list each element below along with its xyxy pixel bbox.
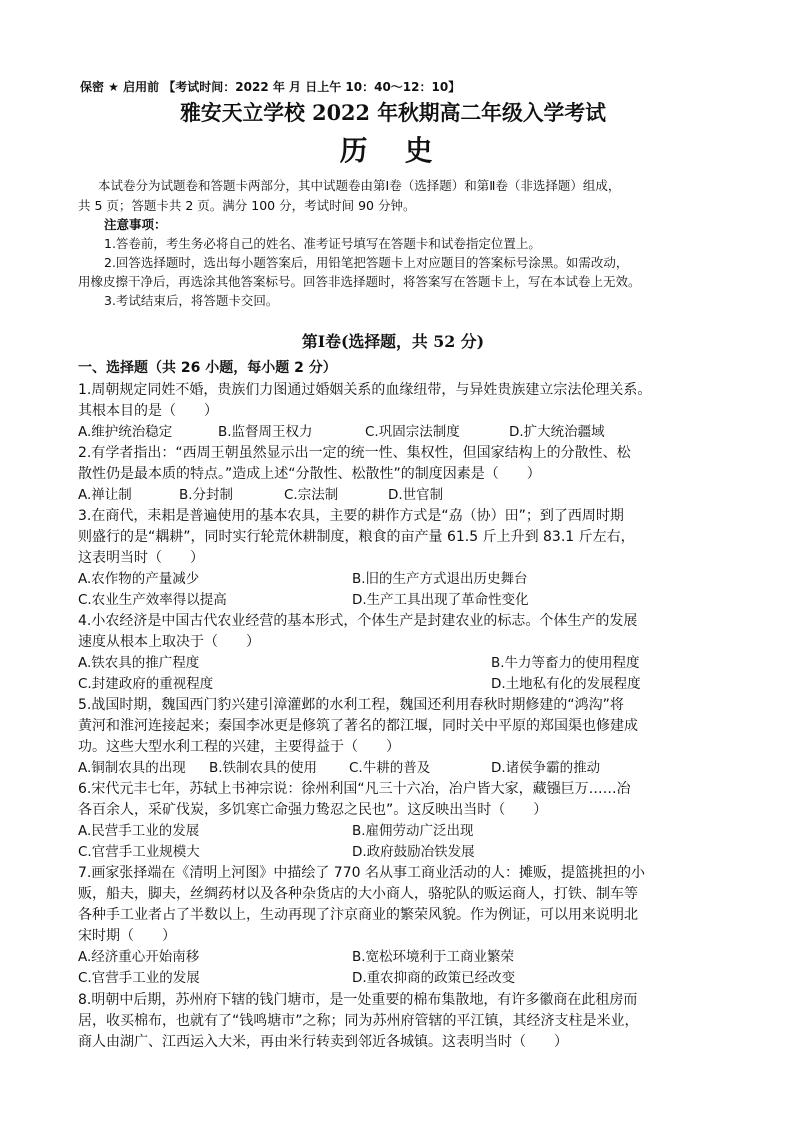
q3-option-c: C.农业生产效率得以提高 xyxy=(78,592,227,608)
question-5-stem-end: 功。这些大型水利工程的兴建，主要得益于（ ） xyxy=(78,739,400,755)
subject-title: 历 史 xyxy=(339,134,447,167)
q3-option-b: B.旧的生产方式退出历史舞台 xyxy=(352,571,528,587)
question-5-text: 5.战国时期，魏国西门豹兴建引漳灌邺的水利工程，魏国还利用春秋时期修建的“鸿沟”将 xyxy=(78,697,624,713)
note-2a: 2.回答选择题时，选出每小题答案后，用铅笔把答题卡上对应题目的答案标号涂黑。如需改动， xyxy=(104,255,629,270)
question-1-text: 1.周朝规定同姓不婚，贵族们力图通过婚姻关系的血缘纽带，与异姓贵族建立宗法伦理关系。 xyxy=(78,382,652,398)
q2-option-c: C.宗法制 xyxy=(284,487,339,503)
q7-option-a: A.经济重心开始南移 xyxy=(78,949,200,965)
q4-option-a: A.铁农具的推广程度 xyxy=(78,655,200,671)
question-3-text-2: 则盛行的是“耦耕”，同时实行轮荒休耕制度，粮食的亩产量 61.5 斤上升到 83.1 斤左右， xyxy=(78,529,635,545)
question-3-text: 3.在商代，耒耜是普遍使用的基本农具，主要的耕作方式是“劦（协）田”；到了西周时期 xyxy=(78,508,624,524)
note-2b: 用橡皮擦干净后，再选涂其他答案标号。回答非选择题时，将答案写在答题卡上，写在本试卷上无效。 xyxy=(78,274,641,289)
q7-option-b: B.宽松环境利于工商业繁荣 xyxy=(352,949,515,965)
question-4-text: 4.小农经济是中国古代农业经营的基本形式，个体生产是封建农业的标志。个体生产的发展 xyxy=(78,613,638,629)
question-6-stem-end: 各百余人，采矿伐炭，多饥寒亡命强力鸷忍之民也”。这反映出当时（ ） xyxy=(78,802,548,818)
question-7-text: 7.画家张择端在《清明上河图》中描绘了 770 名从事工商业活动的人：摊贩，提篮挑担的小 xyxy=(78,865,645,881)
part-heading: 一、选择题（共 26 小题，每小题 2 分） xyxy=(78,360,337,376)
q7-option-c: C.官营手工业的发展 xyxy=(78,970,200,986)
q6-option-b: B.雇佣劳动广泛出现 xyxy=(352,823,474,839)
q3-option-d: D.生产工具出现了革命性变化 xyxy=(352,592,529,608)
q5-option-b: B.铁制农具的使用 xyxy=(209,760,318,776)
question-7-text-3: 各种手工业者占了半数以上，生动再现了汴京商业的繁荣风貌。作为例证，可以用来说明北 xyxy=(78,907,638,923)
q6-option-a: A.民营手工业的发展 xyxy=(78,823,200,839)
question-6-text: 6.宋代元丰七年，苏轼上书神宗说：徐州利国“凡三十六冶，冶户皆大家，藏镪巨万……冶 xyxy=(78,781,631,797)
question-4-stem-end: 速度从根本上取决于（ ） xyxy=(78,634,260,650)
question-1-stem-end: 其根本目的是（ ） xyxy=(78,403,218,419)
note-1: 1.答卷前，考生务必将自己的姓名、准考证号填写在答题卡和试卷指定位置上。 xyxy=(104,236,541,251)
question-7-stem-end: 宋时期（ ） xyxy=(78,928,176,944)
note-3: 3.考试结束后，将答题卡交回。 xyxy=(104,293,279,308)
q5-option-c: C.牛耕的普及 xyxy=(349,760,431,776)
question-2-stem-end: 散性仍是最本质的特点。”造成上述“分散性、松散性”的制度因素是（ ） xyxy=(78,466,541,482)
q7-option-d: D.重农抑商的政策已经改变 xyxy=(352,970,516,986)
q6-option-d: D.政府鼓励冶铁发展 xyxy=(352,844,475,860)
confidential-header: 保密 ★ 启用前 【考试时间：2022 年 月 日上午 10：40～12：10】 xyxy=(80,80,461,94)
notes-heading: 注意事项： xyxy=(104,217,167,232)
q1-option-c: C.巩固宗法制度 xyxy=(365,424,460,440)
intro-line-1: 本试卷分为试题卷和答题卡两部分，其中试题卷由第Ⅰ卷（选择题）和第Ⅱ卷（非选择题）组成， xyxy=(98,178,621,193)
q2-option-b: B.分封制 xyxy=(179,487,234,503)
section-title: 第Ⅰ卷(选择题，共 52 分) xyxy=(301,332,485,351)
q1-option-b: B.监督周王权力 xyxy=(218,424,313,440)
q3-option-a: A.农作物的产量减少 xyxy=(78,571,200,587)
q2-option-a: A.禅让制 xyxy=(78,487,132,503)
q1-option-d: D.扩大统治疆域 xyxy=(509,424,605,440)
q5-option-a: A.铜制农具的出现 xyxy=(78,760,186,776)
question-8-stem-end: 商人由湖广、江西运入大米，再由米行转卖到邻近各城镇。这表明当时（ ） xyxy=(78,1034,568,1050)
q4-option-b: B.牛力等畜力的使用程度 xyxy=(491,655,640,671)
question-8-text: 8.明朝中后期，苏州府下辖的钱门塘市，是一处重要的棉布集散地，有许多徽商在此租房而 xyxy=(78,992,638,1008)
question-7-text-2: 贩，船夫，脚夫，丝绸药材以及各种杂货店的大小商人，骆驼队的贩运商人，打铁、制车等 xyxy=(78,886,638,902)
q5-option-d: D.诸侯争霸的推动 xyxy=(491,760,601,776)
exam-title: 雅安天立学校 2022 年秋期高二年级入学考试 xyxy=(180,100,606,125)
q4-option-c: C.封建政府的重视程度 xyxy=(78,676,214,692)
question-5-text-2: 黄河和淮河连接起来；秦国李冰更是修筑了著名的都江堰，同时关中平原的郑国渠也修建成 xyxy=(78,718,638,734)
q1-option-a: A.维护统治稳定 xyxy=(78,424,173,440)
q6-option-c: C.官营手工业规模大 xyxy=(78,844,200,860)
question-8-text-2: 居，收买棉布，也就有了“钱鸣塘市”之称；同为苏州府管辖的平江镇，其经济支柱是米业， xyxy=(78,1013,639,1029)
question-2-text: 2.有学者指出：“西周王朝虽然显示出一定的统一性、集权性，但国家结构上的分散性、松 xyxy=(78,445,631,461)
question-3-stem-end: 这表明当时（ ） xyxy=(78,550,204,566)
intro-line-2: 共 5 页；答题卡共 2 页。满分 100 分，考试时间 90 分钟。 xyxy=(78,198,416,213)
q4-option-d: D.土地私有化的发展程度 xyxy=(491,676,641,692)
q2-option-d: D.世官制 xyxy=(388,487,444,503)
